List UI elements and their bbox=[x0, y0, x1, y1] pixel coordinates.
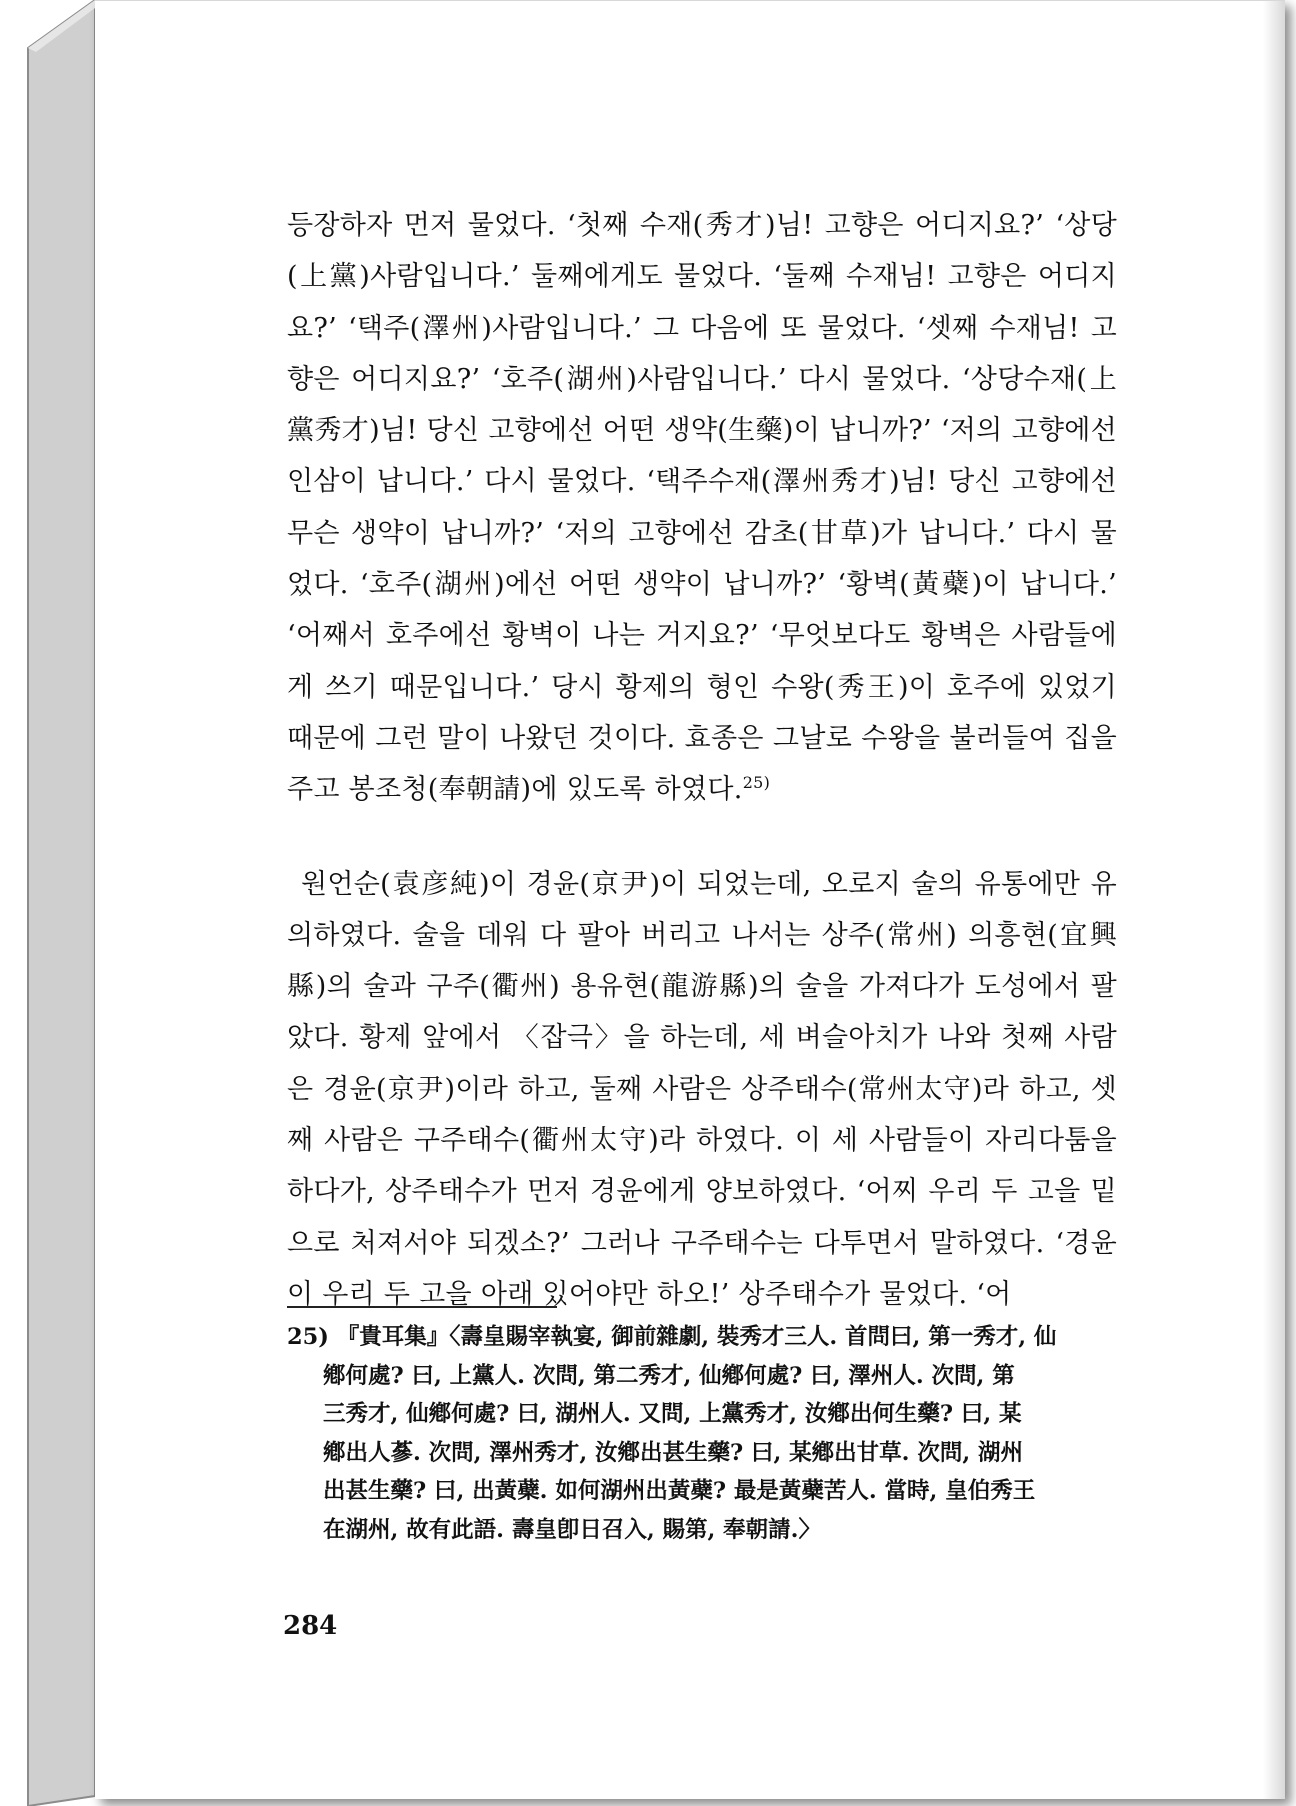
footnote-line: 25) 『貴耳集』〈壽皇賜宰執宴, 御前雜劇, 裝秀才三人. 首問曰, 第一秀才, 仙 bbox=[287, 1324, 1057, 1350]
footnote-marker[interactable]: 25) bbox=[742, 773, 771, 793]
footnote-line: 鄕何處? 曰, 上黨人. 次問, 第二秀才, 仙鄕何處? 曰, 澤州人. 次問, 第 bbox=[323, 1362, 1015, 1389]
page-edge-shadow bbox=[1263, 1, 1285, 1799]
footnote-line: 鄕出人蔘. 次問, 澤州秀才, 汝鄕出甚生藥? 曰, 某鄕出甘草. 次問, 湖州 bbox=[323, 1439, 1024, 1466]
paragraph-2: 원언순(袁彦純)이 경윤(京尹)이 되었는데, 오로지 술의 유통에만 유의하였다. 술을 데워 다 팔아 버리고 나서는 상주(常州) 의흥현(宜興縣)의 술과 구주(衢州) 용유현(龍游縣)의 술을 가져다가 도성에서 팔았다. 황제 앞에서 〈잡극〉을 하는데, 세 벼슬아치가 나와 첫째 사람은 경윤(京尹)이라 하고, 둘째 사람은 상주태수(常州太守)라 하고, 셋째 사람은 구주태수(衢州太守)라 하였다. 이 세 사람들이 자리다툼을 하다가, 상주태수가 먼저 경윤에게 양보하였다. ‘어찌 우리 두 고을 밑으로 처져서야 되겠소?’ 그러나 구주태수는 다투면서 말하였다. ‘경윤이 우리 두 고을 아래 있어야만 하오!’ 상주태수가 물었다. ‘어 bbox=[287, 868, 1117, 1310]
footnote-divider bbox=[287, 1306, 557, 1308]
footnote-line: 出甚生藥? 曰, 出黃蘗. 如何湖州出黃蘗? 最是黃蘗苦人. 當時, 皇伯秀王 bbox=[323, 1478, 1036, 1504]
footnote-line: 三秀才, 仙鄕何處? 曰, 湖州人. 又問, 上黨秀才, 汝鄕出何生藥? 曰, 某 bbox=[323, 1401, 1022, 1427]
paragraph-1-text: 등장하자 먼저 물었다. ‘첫째 수재(秀才)님! 고향은 어디지요?’ ‘상당(上黨)사람입니다.’ 둘째에게도 물었다. ‘둘째 수재님! 고향은 어디지요?’ ‘택주(澤州)사람입니다.’ 그 다음에 또 물었다. ‘셋째 수재님! 고향은 어디지요?’ ‘호주(湖州)사람입니다.’ 다시 물었다. ‘상당수재(上黨秀才)님! 당신 고향에선 어떤 생약(生藥)이 납니까?’ ‘저의 고향에선 인삼이 납니다.’ 다시 물었다. ‘택주수재(澤州秀才)님! 당신 고향에선 무슨 생약이 납니까?’ ‘저의 고향에선 감초(甘草)가 납니다.’ 다시 물었다. ‘호주(湖州)에선 어떤 생약이 납니까?’ ‘황벽(黃蘗)이 납니다.’ ‘어째서 호주에선 황벽이 나는 거지요?’ ‘무엇보다도 황벽은 사람들에게 쓰기 때문입니다.’ 당시 황제의 형인 수왕(秀王)이 호주에 있었기 때문에 그런 말이 나왔던 것이다. 효종은 그날로 수왕을 불러들여 집을 주고 봉조청(奉朝請)에 있도록 하였다. bbox=[287, 210, 1117, 806]
footnote-25 bbox=[287, 1318, 1119, 1549]
paragraph-1 bbox=[287, 200, 1117, 816]
body-text bbox=[287, 200, 1117, 1320]
page-number: 284 bbox=[283, 1611, 338, 1641]
footnote-line: 在湖州, 故有此語. 壽皇卽日召入, 賜第, 奉朝請.〉 bbox=[323, 1516, 822, 1543]
